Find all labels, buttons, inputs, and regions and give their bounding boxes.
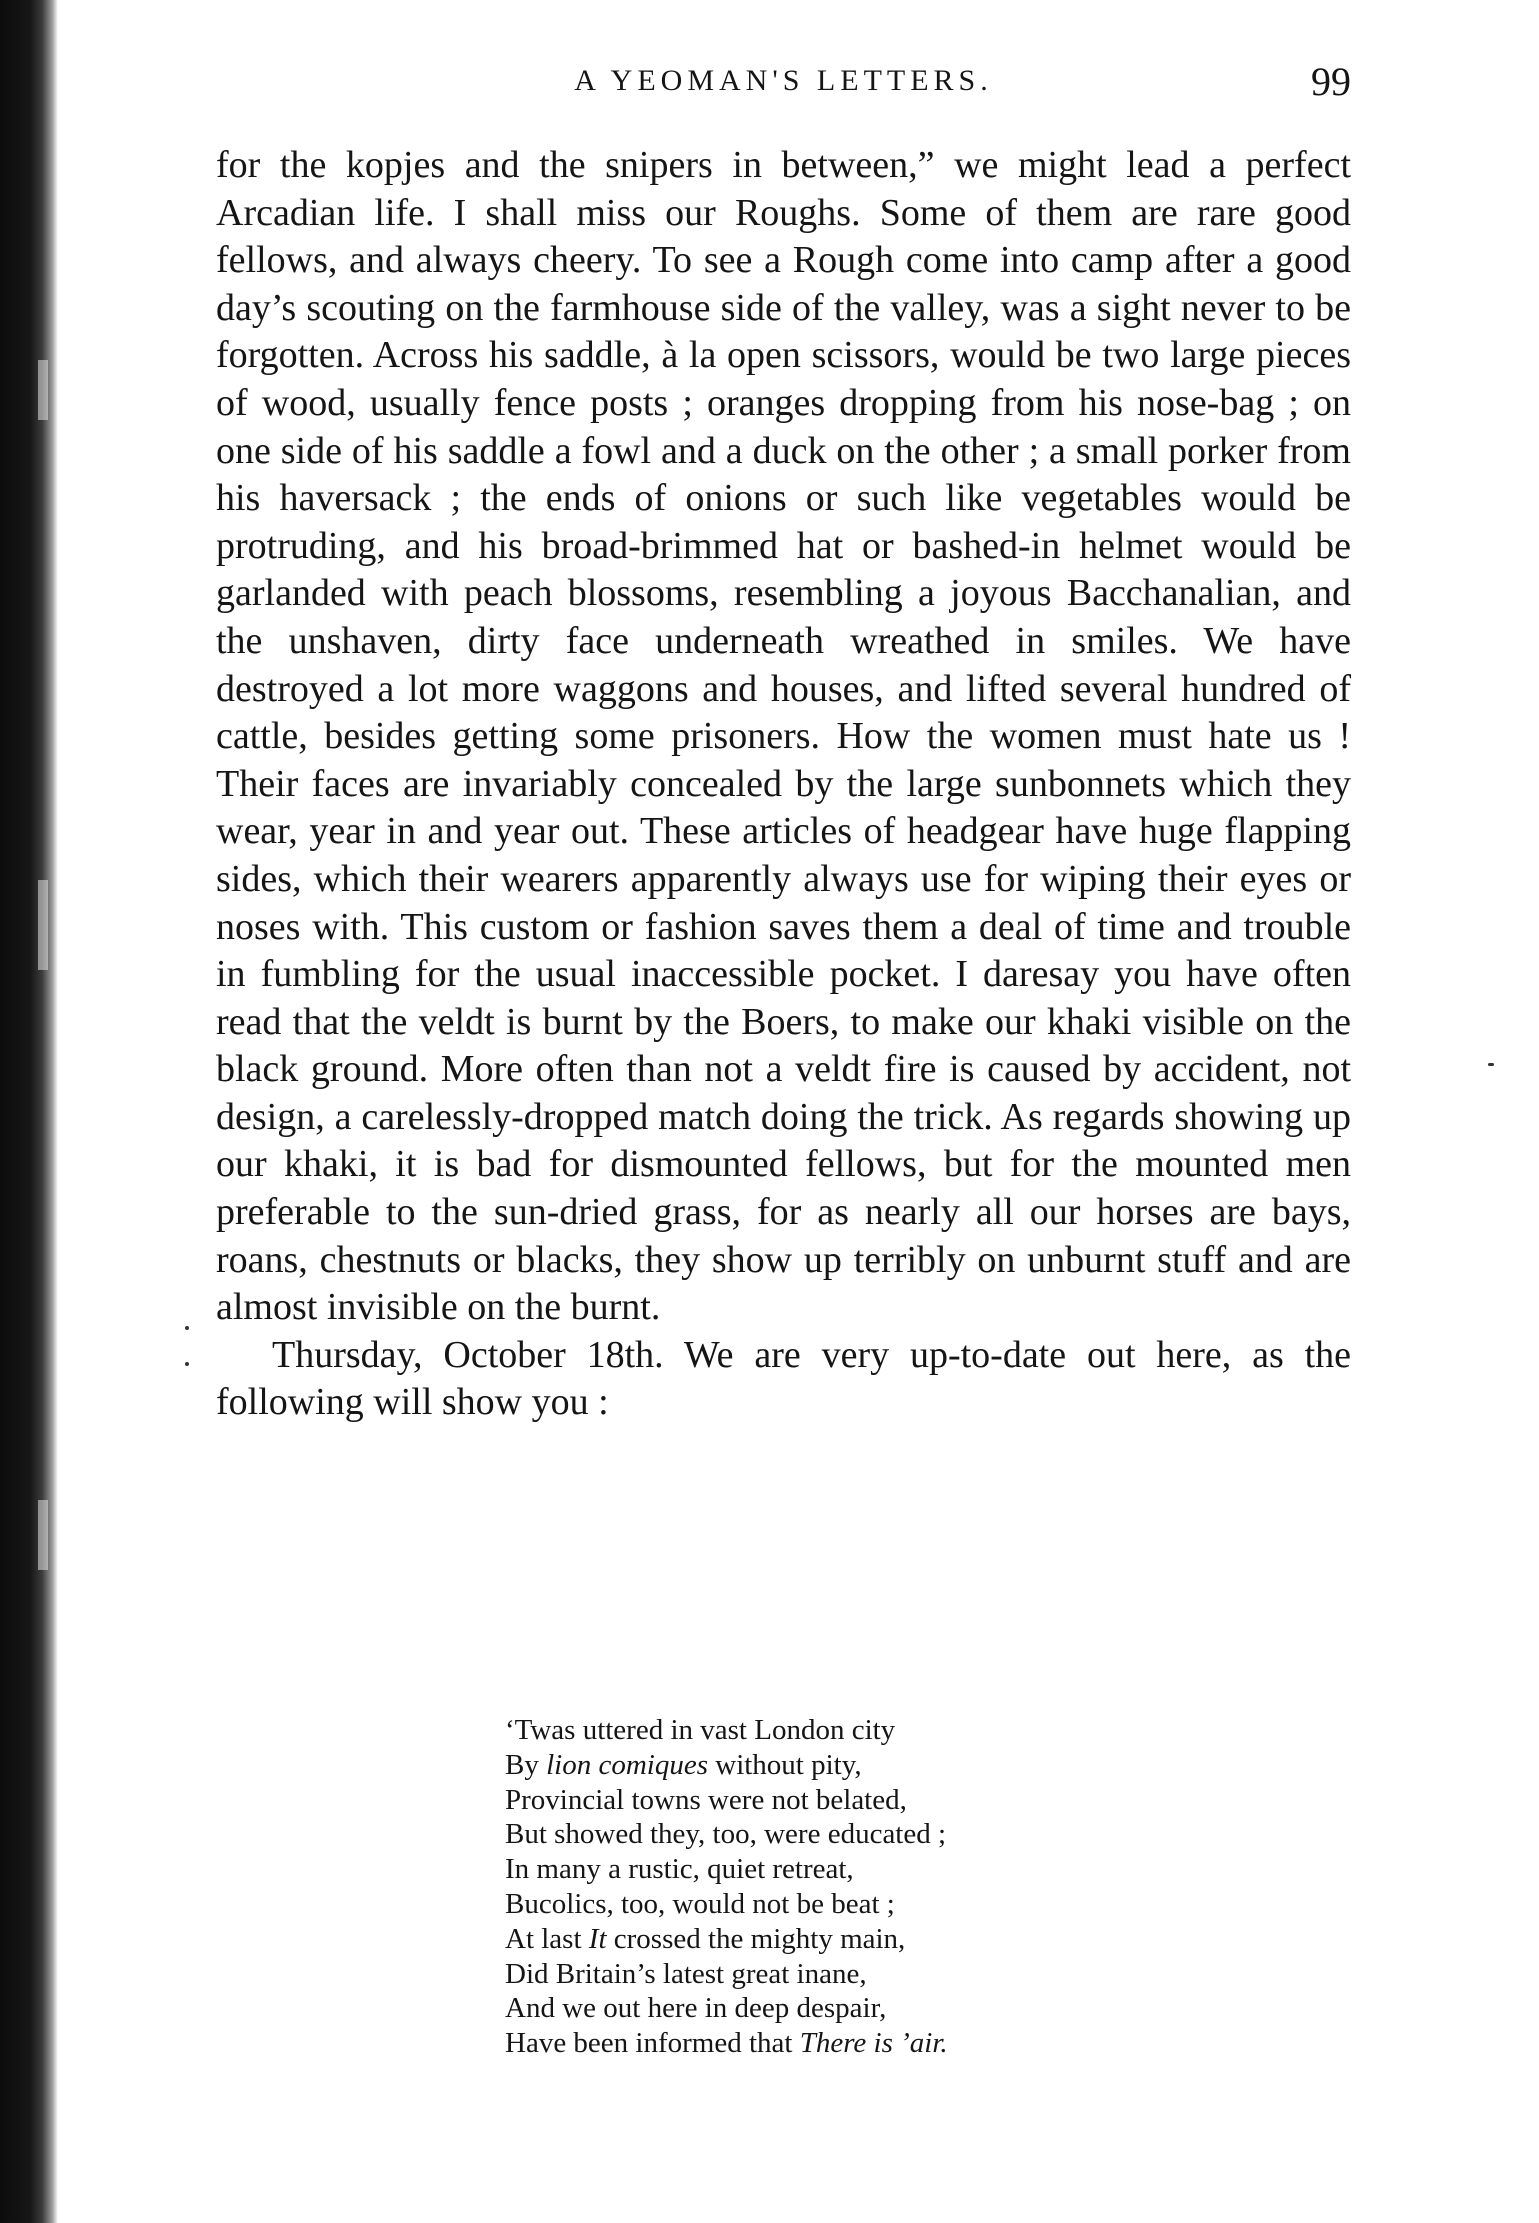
page-binding-edge (0, 0, 58, 2223)
verse-text: By (505, 1748, 547, 1781)
verse-text: crossed the mighty main, (606, 1922, 906, 1955)
binding-shadow (38, 360, 48, 420)
verse-line: And we out here in deep despair, (505, 1992, 887, 2025)
verse-text: Have been informed that (505, 2027, 800, 2060)
print-speck (1488, 1063, 1494, 1066)
body-text (216, 142, 1351, 1427)
verse-line: Bucolics, too, would not be beat ; (505, 1887, 895, 1920)
verse-italic-text: It (588, 1922, 607, 1955)
verse-line: Did Britain’s latest great inane, (505, 1957, 867, 1990)
verse-italic-text: lion comiques (546, 1748, 708, 1781)
verse-line (505, 1922, 948, 1957)
verse-line: But showed they, too, were educated ; (505, 1818, 947, 1851)
paragraph: Thursday, October 18th. We are very up-to-date out here, as the following will show you : (216, 1333, 1351, 1424)
verse-line: Provincial towns were not belated, (505, 1783, 907, 1816)
running-head (216, 58, 1351, 118)
binding-shadow (38, 1500, 48, 1570)
verse-line (505, 1748, 948, 1783)
verse-italic-text: There is ’air. (799, 2027, 948, 2060)
binding-shadow (38, 880, 48, 970)
print-speck (185, 1362, 189, 1366)
paragraph: for the kopjes and the snipers in between,” we might lead a perfect Arcadian life. I shall miss our Roughs. Some of them are rare good fellows, and always cheery. To see a Rough come into camp after a good day’s scouting on the farmhouse side of the valley, was a sight never to be forgotten. Across his saddle, à la open scissors, would be two large pieces of wood, usually fence posts ; oranges dropping from his nose-bag ; on one side of his saddle a fowl and a duck on the other ; a small porker from his haversack ; the ends of onions or such like vegetables would be protruding, and his broad-brimmed hat or bashed-in helmet would be garlanded with peach blossoms, resembling a joyous Bacchanalian, and the unshaven, dirty face underneath wreathed in smiles. We have destroyed a lot more waggons and houses, and lifted several hundred of cattle, besides getting some prisoners. How the women must hate us ! Their faces are invariably concealed by the large sunbonnets which they wear, year in and year out. These articles of headgear have huge flapping sides, which their wearers apparently always use for wiping their eyes or noses with. This custom or fashion saves them a deal of time and trouble in fumbling for the usual inaccessible pocket. I daresay you have often read that the veldt is burnt by the Boers, to make our khaki visible on the black ground. More often than not a veldt fire is caused by accident, not design, a carelessly-dropped match doing the trick. As regards showing up our khaki, it is bad for dismounted fellows, but for the mounted men preferable to the sun-dried grass, for as nearly all our horses are bays, roans, chestnuts or blacks, they show up terribly on unburnt stuff and are almost invisible on the burnt. (216, 144, 1351, 1329)
verse-block (505, 1713, 948, 2061)
page-number: 99 (1311, 59, 1351, 104)
verse-line: ‘Twas uttered in vast London city (505, 1714, 896, 1746)
print-speck (185, 1326, 189, 1330)
verse-text: without pity, (708, 1748, 862, 1781)
running-title: A YEOMAN'S LETTERS. (574, 64, 993, 97)
verse-text: At last (505, 1922, 589, 1955)
verse-line (505, 2026, 948, 2061)
verse-line: In many a rustic, quiet retreat, (505, 1853, 854, 1886)
